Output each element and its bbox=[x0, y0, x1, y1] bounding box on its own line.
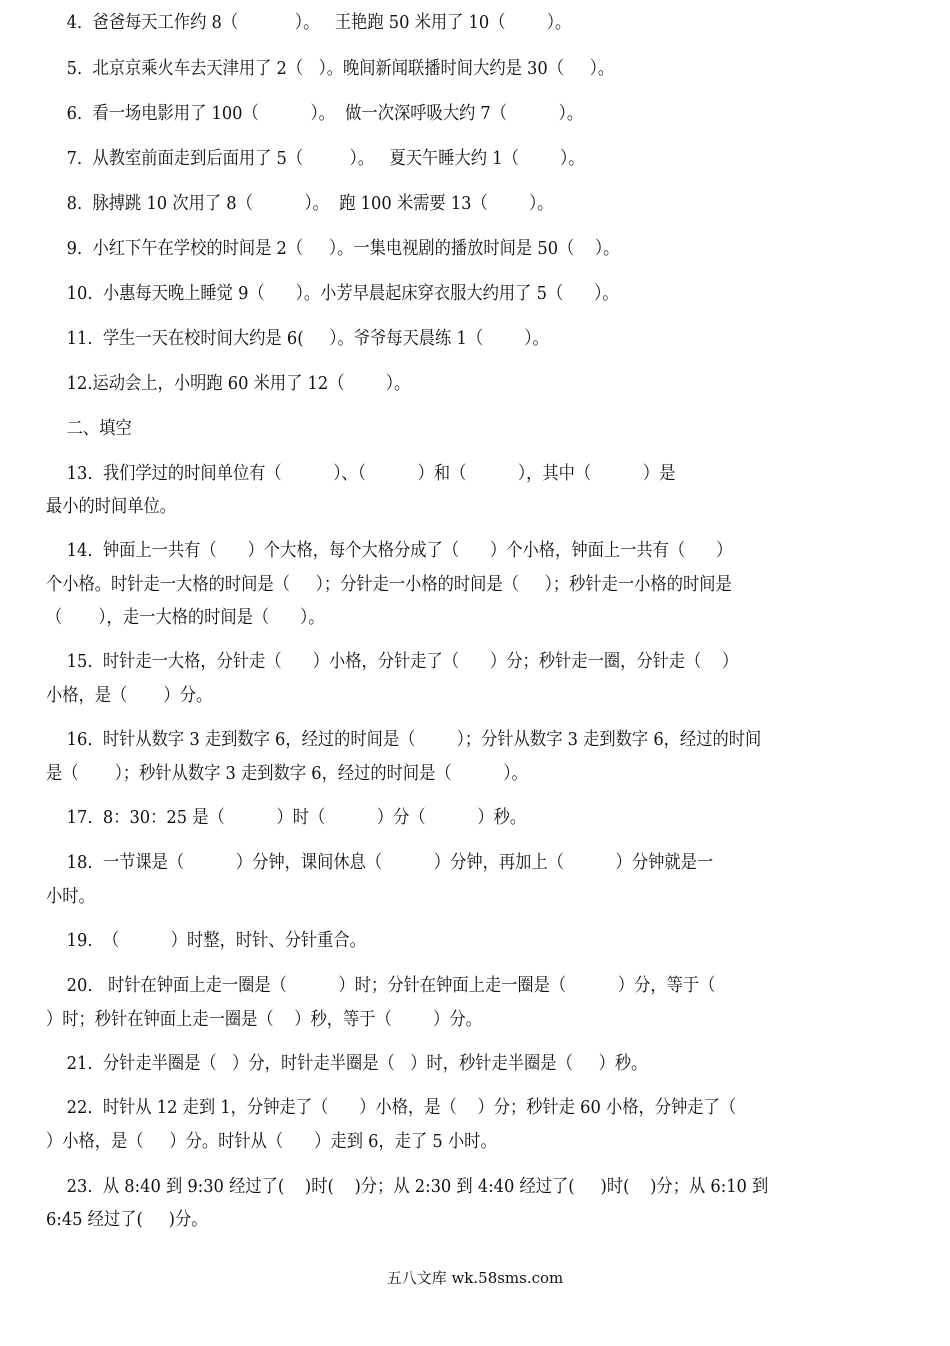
question-15-continued: 小格，是（ ）分。 bbox=[46, 685, 213, 706]
question-7: 7. 从教室前面走到后面用了 5（ ）。 夏天午睡大约 1（ ）。 bbox=[46, 148, 585, 169]
question-23: 23. 从 8:40 到 9:30 经过了( )时( )分；从 2:30 到 4:40 经过了( )时( )分；从 6:10 到 bbox=[46, 1176, 769, 1197]
question-22-continued: ）小格，是（ ）分。时针从（ ）走到 6，走了 5 小时。 bbox=[46, 1131, 497, 1152]
question-20-continued: ）时；秒针在钟面上走一圈是（ ）秒，等于（ ）分。 bbox=[46, 1009, 482, 1030]
question-13-continued: 最小的时间单位。 bbox=[46, 496, 177, 517]
question-4: 4. 爸爸每天工作约 8（ ）。 王艳跑 50 米用了 10（ ）。 bbox=[46, 12, 572, 33]
question-19: 19. （ ）时整，时针、分针重合。 bbox=[46, 930, 366, 951]
question-18-continued: 小时。 bbox=[46, 886, 95, 907]
question-14: 14. 钟面上一共有（ ）个大格，每个大格分成了（ ）个小格，钟面上一共有（ ） bbox=[46, 540, 733, 561]
section-heading: 二、填空 bbox=[46, 418, 132, 439]
question-12: 12.运动会上，小明跑 60 米用了 12（ ）。 bbox=[46, 373, 411, 394]
question-20: 20. 时针在钟面上走一圈是（ ）时；分针在钟面上走一圈是（ ）分，等于（ bbox=[46, 975, 716, 996]
question-11: 11. 学生一天在校时间大约是 6( ）。爷爷每天晨练 1（ ）。 bbox=[46, 328, 549, 349]
question-5: 5. 北京京乘火车去天津用了 2（ ）。晚间新闻联播时间大约是 30（ ）。 bbox=[46, 58, 615, 79]
question-22: 22. 时针从 12 走到 1，分钟走了（ ）小格，是（ ）分；秒针走 60 小格，分钟走了（ bbox=[46, 1097, 737, 1118]
question-18: 18. 一节课是（ ）分钟，课间休息（ ）分钟，再加上（ ）分钟就是一 bbox=[46, 852, 714, 873]
question-13: 13. 我们学过的时间单位有（ ）、（ ）和（ ），其中（ ）是 bbox=[46, 463, 676, 484]
question-14-continued-2: （ ），走一大格的时间是（ ）。 bbox=[46, 607, 325, 628]
question-16: 16. 时针从数字 3 走到数字 6，经过的时间是（ ）；分针从数字 3 走到数字 6，经过的时间 bbox=[46, 729, 762, 750]
question-21: 21. 分针走半圈是（ ）分，时针走半圈是（ ）时，秒针走半圈是（ ）秒。 bbox=[46, 1053, 648, 1074]
question-15: 15. 时针走一大格，分针走（ ）小格，分针走了（ ）分；秒针走一圈，分针走（ ） bbox=[46, 651, 739, 672]
question-16-continued: 是（ ）；秒针从数字 3 走到数字 6，经过的时间是（ ）。 bbox=[46, 763, 528, 784]
question-23-continued: 6:45 经过了( )分。 bbox=[46, 1209, 208, 1230]
question-10: 10. 小惠每天晚上睡觉 9（ ）。小芳早晨起床穿衣服大约用了 5（ ）。 bbox=[46, 283, 619, 304]
footer-watermark: 五八文库 wk.58sms.com bbox=[386, 1269, 564, 1287]
question-8: 8. 脉搏跳 10 次用了 8（ ）。 跑 100 米需要 13（ ）。 bbox=[46, 193, 554, 214]
question-17: 17. 8：30：25 是（ ）时（ ）分（ ）秒。 bbox=[46, 807, 527, 828]
question-9: 9. 小红下午在学校的时间是 2（ ）。一集电视剧的播放时间是 50（ ）。 bbox=[46, 238, 620, 259]
question-14-continued: 个小格。时针走一大格的时间是（ ）；分针走一小格的时间是（ ）；秒针走一小格的时间是 bbox=[46, 574, 732, 595]
question-6: 6. 看一场电影用了 100（ ）。 做一次深呼吸大约 7（ ）。 bbox=[46, 103, 584, 124]
